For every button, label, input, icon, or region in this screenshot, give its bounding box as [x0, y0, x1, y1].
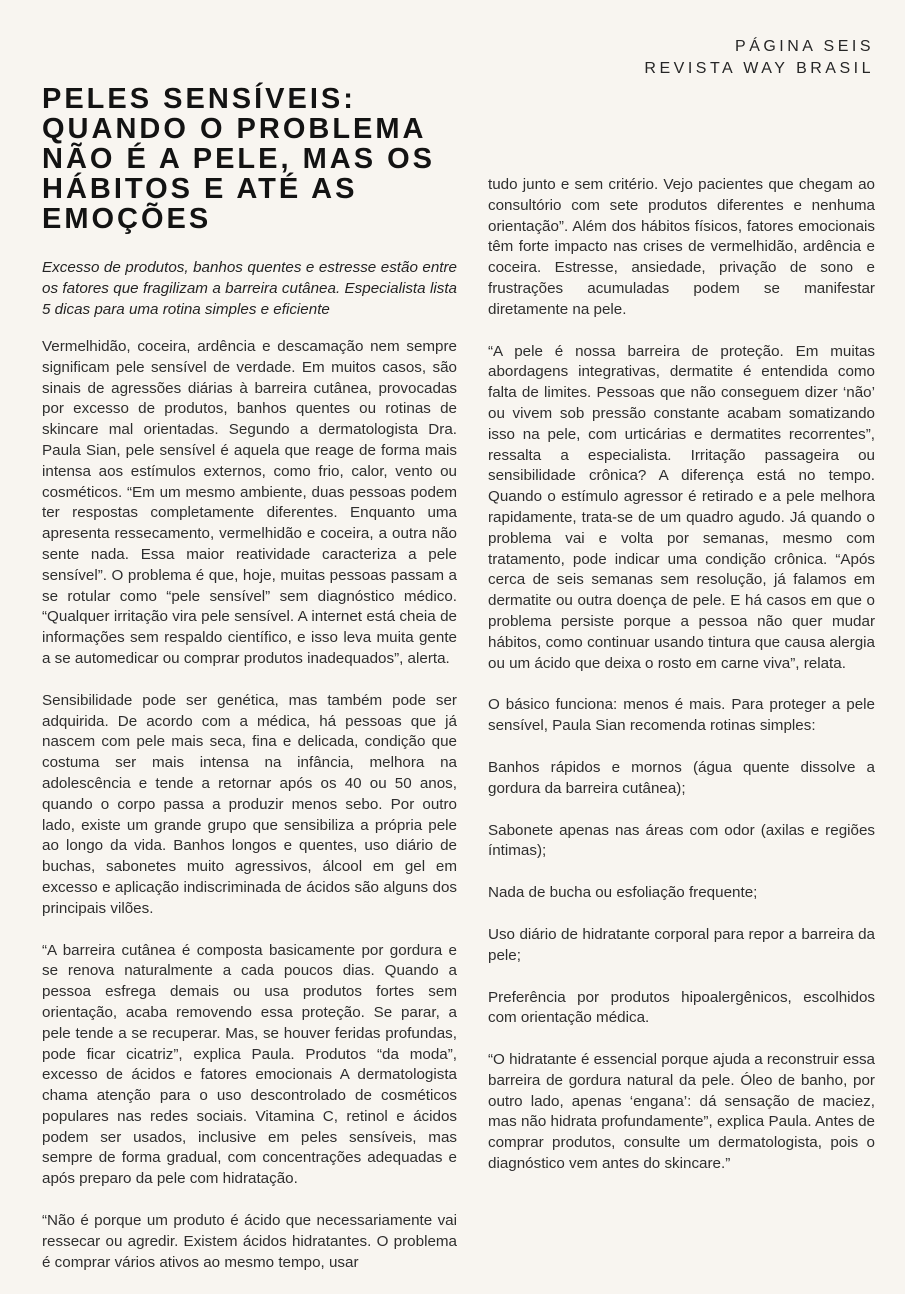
- paragraph-acids-continued: “Não é porque um produto é ácido que necessariamente vai ressecar ou agredir. Existem ácidos hidratantes. O problema é comprar vários ativos ao mesmo tempo, usar: [42, 1212, 457, 1271]
- tip-soap-areas: Sabonete apenas nas áreas com odor (axilas e regiões íntimas);: [488, 821, 875, 860]
- article-subtitle: Excesso de produtos, banhos quentes e estresse estão entre os fatores que fragilizam a barreira cutânea. Especialista lista 5 dicas para uma rotina simples e eficiente: [42, 259, 457, 318]
- magazine-name: REVISTA WAY BRASIL: [644, 60, 874, 77]
- paragraph-skin-barrier: “A barreira cutânea é composta basicamente por gordura e se renova naturalmente a cada poucos dias. Quando a pessoa esfrega demais ou usa produtos fortes sem orientação, acaba removendo essa proteção. Se parar, a pele tende a se recuperar. Mas, se houver feridas profundas, pode ficar cicatriz”, explica Paula. Produtos “da moda”, excesso de ácidos e fatores emocionais A dermatologista chama atenção para o uso descontrolado de cosméticos populares nas redes sociais. Vitamina C, retinol e ácidos podem ser usados, inclusive em peles sensíveis, mas sempre de forma gradual, com concentrações adequadas e após preparo da pele com hidratação.: [42, 941, 457, 1188]
- masthead: [644, 36, 874, 80]
- left-column: [42, 84, 457, 1294]
- paragraph-moisturizer-conclusion: “O hidratante é essencial porque ajuda a reconstruir essa barreira de gordura natural da pele. Óleo de banho, por outro lado, apenas ‘engana’: dá sensação de maciez, mas não hidrata profundamente”, explica Paula. Antes de comprar produtos, consulte um dermatologista, pois o diagnóstico vem antes do skincare.”: [488, 1051, 875, 1173]
- paragraph-emotional-factors: tudo junto e sem critério. Vejo pacientes que chegam ao consultório com sete produtos diferentes e nenhuma orientação”. Além dos hábitos físicos, fatores emocionais têm forte impacto nas crises de vermelhidão, ardência e coceira. Estresse, ansiedade, privação de sono e frustrações acumuladas podem se manifestar diretamente na pele.: [488, 176, 875, 318]
- paragraph-sensitivity-origin: Sensibilidade pode ser genética, mas também pode ser adquirida. De acordo com a médica, há pessoas que já nascem com pele mais seca, fina e delicada, condição que costuma ser mais intensa na infância, melhora na adolescência e tende a retornar após os 40 ou 50 anos, quando o corpo passa a produzir menos sebo. Por outro lado, existe um grande grupo que sensibiliza a própria pele ao longo da vida. Banhos longos e quentes, uso diário de buchas, sabonetes muito agressivos, álcool em gel em excesso e aplicação indiscriminada de ácidos são alguns dos principais vilões.: [42, 691, 457, 917]
- tip-daily-moisturizer: Uso diário de hidratante corporal para repor a barreira da pele;: [488, 925, 875, 964]
- tip-hypoallergenic-products: Preferência por produtos hipoalergênicos, escolhidos com orientação médica.: [488, 988, 875, 1027]
- page-number-label: PÁGINA SEIS: [735, 38, 874, 55]
- paragraph-chronic-vs-acute: “A pele é nossa barreira de proteção. Em muitas abordagens integrativas, dermatite é entendida como falta de limites. Pessoas que não conseguem dizer ‘não’ ou vivem sob pressão constante acabam somatizando isso na pele, com urticárias e dermatites recorrentes”, ressalta a especialista. Irritação passageira ou sensibilidade crônica? A diferença está no tempo. Quando o estímulo agressor é retirado e a pele melhora rapidamente, trata-se de um quadro agudo. Já quando o problema vai e volta por semanas, mesmo com tratamento, pode indicar uma condição crônica. “Após cerca de seis semanas sem resolução, já falamos em dermatite ou outra doença de pele. E há casos em que o problema persiste porque a pessoa não quer mudar hábitos, como continuar usando tintura que causa alergia ou um ácido que deixa o rosto em carne viva”, relata.: [488, 342, 875, 672]
- right-column: [488, 84, 875, 1294]
- paragraph-intro: Vermelhidão, coceira, ardência e descamação nem sempre significam pele sensível de verdade. Em muitos casos, são sinais de agressões diárias à barreira cutânea, provocadas por excesso de produtos, banhos quentes ou rotinas de skincare mal orientadas. Segundo a dermatologista Dra. Paula Sian, pele sensível é aquela que reage de forma mais intensa aos estímulos externos, como frio, calor, vento ou cosméticos. “Em um mesmo ambiente, duas pessoas podem ter respostas completamente diferentes. Enquanto uma apresenta ressecamento, vermelhidão e coceira, a outra não sente nada. Essa maior reatividade caracteriza a pele sensível”. O problema é que, hoje, muitas pessoas passam a se rotular como “pele sensível” sem diagnóstico médico. “Qualquer irritação vira pele sensível. A internet está cheia de informações sem respaldo científico, e isso leva muita gente a se automedicar ou comprar produtos inadequados”, alerta.: [42, 338, 457, 667]
- article-columns: [42, 84, 875, 1294]
- article-title: PELES SENSÍVEIS: QUANDO O PROBLEMA NÃO É A PELE, MAS OS HÁBITOS E ATÉ AS EMOÇÕES: [42, 83, 436, 235]
- tip-no-exfoliation: Nada de bucha ou esfoliação frequente;: [488, 884, 758, 902]
- tip-quick-showers: Banhos rápidos e mornos (água quente dissolve a gordura da barreira cutânea);: [488, 758, 875, 797]
- paragraph-routine-intro: O básico funciona: menos é mais. Para proteger a pele sensível, Paula Sian recomenda rotinas simples:: [488, 696, 875, 735]
